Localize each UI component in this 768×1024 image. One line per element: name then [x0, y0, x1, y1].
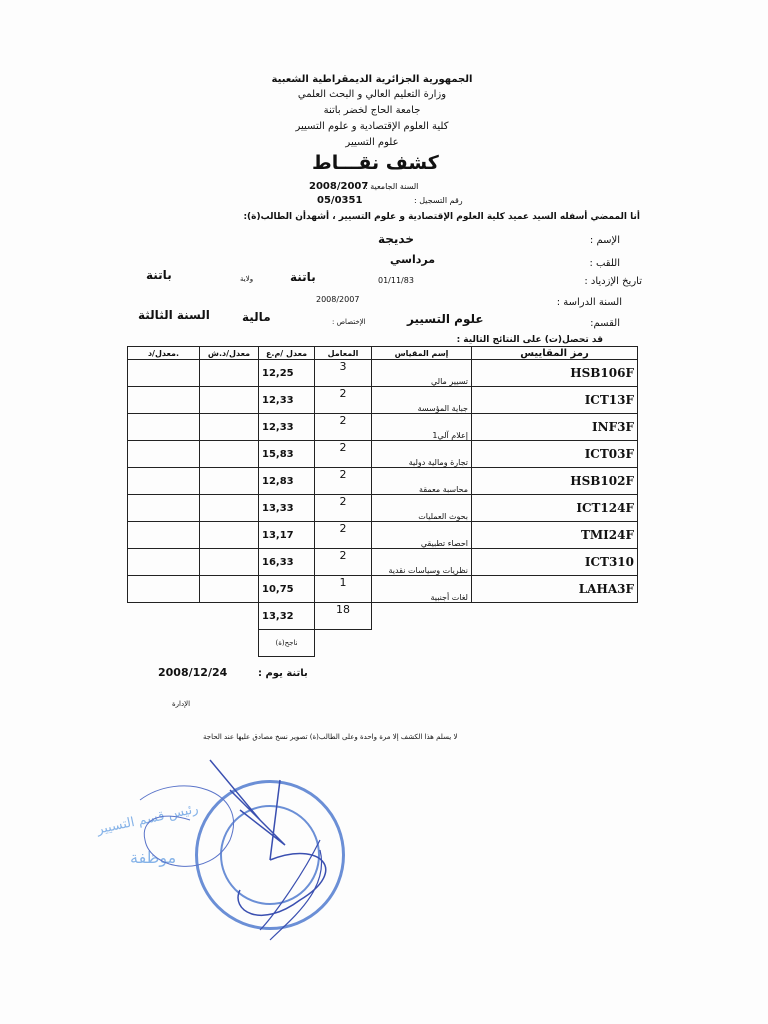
average: 13,32 — [259, 603, 315, 630]
subject-code-cell: ICT13F — [472, 387, 638, 414]
administration-label: الإدارة — [172, 700, 191, 708]
date: 2008/12/24 — [158, 666, 228, 679]
empty-cell — [128, 414, 200, 441]
academic-year-label: السنة الجامعية : — [365, 182, 419, 191]
subject-name-cell: تسيير مالي — [372, 360, 472, 387]
empty-cell — [200, 549, 259, 576]
empty-cell — [128, 468, 200, 495]
empty-cell — [128, 495, 200, 522]
empty-cell — [200, 441, 259, 468]
table-row — [128, 468, 638, 495]
department-label: القسم: — [590, 318, 620, 329]
empty-cell — [128, 576, 200, 603]
stamp-name-text: موظفة — [130, 848, 177, 867]
grade-cell: 12,25 — [259, 360, 315, 387]
coef-cell: 2 — [315, 387, 372, 414]
date-label: باتنة يوم : — [258, 668, 308, 679]
coef-cell: 2 — [315, 522, 372, 549]
last-name-label: اللقب : — [589, 258, 620, 269]
signature-icon — [120, 750, 360, 950]
specialty: مالية — [242, 310, 271, 324]
empty-cell — [200, 468, 259, 495]
header-line-3: جامعة الحاج لخضر باتنة — [323, 105, 421, 116]
result: ناجح(ة) — [259, 630, 315, 657]
subject-name-cell: إعلام آلي1 — [372, 414, 472, 441]
grade-cell: 12,33 — [259, 387, 315, 414]
registration-number: 05/0351 — [317, 195, 363, 206]
grade-cell: 13,17 — [259, 522, 315, 549]
academic-year: 2008/2007 — [309, 181, 369, 192]
table-row — [128, 387, 638, 414]
subject-name-cell: محاسبة معمقة — [372, 468, 472, 495]
table-row — [128, 522, 638, 549]
header-coef: المعامل — [315, 347, 372, 360]
subject-name-cell: بحوث العمليات — [372, 495, 472, 522]
coef-cell: 1 — [315, 576, 372, 603]
grade-cell: 13,33 — [259, 495, 315, 522]
study-year: 2008/2007 — [316, 295, 360, 304]
empty-cell — [128, 441, 200, 468]
table-header-row — [128, 347, 638, 360]
header-rate-d: معدل/د. — [128, 347, 200, 360]
coef-cell: 2 — [315, 549, 372, 576]
first-name-label: الإسم : — [589, 235, 620, 246]
empty-cell — [200, 576, 259, 603]
subject-name-cell: نظريات وسياسات نقدية — [372, 549, 472, 576]
empty-cell — [200, 387, 259, 414]
table-row — [128, 495, 638, 522]
header-line-1: الجمهورية الجزائرية الديمقراطية الشعبية — [271, 74, 473, 85]
subject-name-cell: لغات أجنبية — [372, 576, 472, 603]
coef-cell: 2 — [315, 468, 372, 495]
coef-cell: 2 — [315, 414, 372, 441]
grade-cell: 12,83 — [259, 468, 315, 495]
subject-code-cell: HSB102F — [472, 468, 638, 495]
specialty-label: الإختصاص : — [332, 318, 366, 326]
empty-cell — [200, 360, 259, 387]
subject-code-cell: TMI24F — [472, 522, 638, 549]
total-row — [128, 603, 638, 630]
header-subject-name: إسم المقياس — [372, 347, 472, 360]
notice: لا يسلم هذا الكشف إلا مرة واحدة وعلى الطالب(ة) تصوير نسخ مصادق عليها عند الحاجة — [203, 733, 458, 741]
subject-name-cell: تجارة ومالية دولية — [372, 441, 472, 468]
table-row — [128, 360, 638, 387]
coef-cell: 3 — [315, 360, 372, 387]
wilaya-label: ولاية — [240, 275, 254, 283]
empty-cell — [200, 495, 259, 522]
last-name: مرداسي — [390, 253, 436, 266]
grades-table — [127, 346, 638, 657]
subject-name-cell: جباية المؤسسة — [372, 387, 472, 414]
header-line-2: وزارة التعليم العالي و البحث العلمي — [297, 89, 447, 100]
empty-cell — [200, 414, 259, 441]
table-row — [128, 549, 638, 576]
subject-code-cell: HSB106F — [472, 360, 638, 387]
table-row — [128, 576, 638, 603]
subject-name-cell: احصاء تطبيقي — [372, 522, 472, 549]
coef-cell: 2 — [315, 441, 372, 468]
result-row — [128, 630, 638, 657]
table-row — [128, 441, 638, 468]
empty-cell — [128, 522, 200, 549]
subject-code-cell: ICT03F — [472, 441, 638, 468]
empty-cell — [128, 360, 200, 387]
subject-code-cell: ICT124F — [472, 495, 638, 522]
grade-cell: 10,75 — [259, 576, 315, 603]
empty-cell — [128, 549, 200, 576]
table-row — [128, 414, 638, 441]
total-coef: 18 — [315, 603, 372, 630]
first-name: خديجة — [378, 232, 415, 246]
study-year-label: السنة الدراسة : — [556, 297, 622, 308]
empty-cell — [128, 387, 200, 414]
empty-cell — [200, 522, 259, 549]
birth-label: تاريخ الإزدياد : — [584, 276, 642, 287]
grade-cell: 16,33 — [259, 549, 315, 576]
header-rate-ds: معدل/د.ش — [200, 347, 259, 360]
birth-place: باتنة — [290, 270, 316, 284]
certify-text: أنا الممضي أسفله السيد عميد كلية العلوم الإقتصادية و علوم التسيير ، أشهدأن الطالب(ة): — [243, 212, 640, 222]
results-intro: قد تحصل(ت) على النتائج التالية : — [456, 335, 603, 345]
registration-label: رقم التسجيل : — [414, 196, 463, 205]
header-subject-code: رمز المقاييس — [472, 347, 638, 360]
header-rate-ue: معدل /م.ع — [259, 347, 315, 360]
stamp-title-text: رئيس قسم التسيير — [95, 801, 200, 838]
grade-cell: 15,83 — [259, 441, 315, 468]
birth-date: 01/11/83 — [378, 276, 414, 285]
subject-code-cell: ICT310 — [472, 549, 638, 576]
wilaya: باتنة — [146, 268, 172, 282]
subject-code-cell: INF3F — [472, 414, 638, 441]
grade-cell: 12,33 — [259, 414, 315, 441]
level: السنة الثالثة — [138, 308, 210, 322]
subject-code-cell: LAHA3F — [472, 576, 638, 603]
header-line-4: كلية العلوم الإقتصادية و علوم التسيير — [295, 121, 449, 132]
header-line-5: علوم التسيير — [345, 137, 399, 148]
department: علوم التسيير — [407, 312, 484, 326]
document-title: كشف نقـــاط — [312, 152, 439, 174]
coef-cell: 2 — [315, 495, 372, 522]
